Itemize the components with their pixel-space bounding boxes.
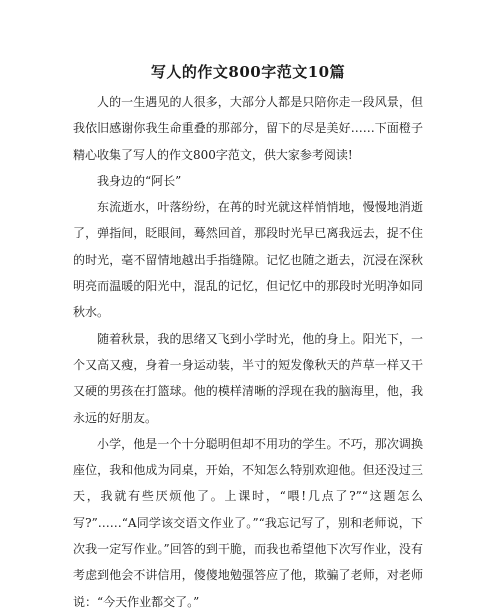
paragraph-intro: 人的一生遇见的人很多，大部分人都是只陪你走一段风景，但我依旧感谢你我生命重叠的那部分，留下的尽是美好……下面橙子精心收集了写人的作文800字范文，供大家参考阅读! bbox=[73, 95, 423, 162]
document-title: 写人的作文800字范文10篇 bbox=[150, 63, 346, 81]
paragraph-subtitle: 我身边的“阿长” bbox=[97, 173, 182, 188]
paragraph-body-1: 东流逝水，叶落纷纷，在苒的时光就这样悄悄地，慢慢地消逝了，弹指间，眨眼间，蓦然回首，那段时光早已离我远去，捉不住的时光，毫不留情地越出手指缝隙。记忆也随之逝去，沉浸在深秋明亮而温暖的阳光中，混乱的记忆，但记忆中的那段时光明净如同秋水。 bbox=[73, 200, 423, 320]
paragraph-body-3: 小学，他是一个十分聪明但却不用功的学生。不巧，那次调换座位，我和他成为同桌，开始，不知怎么特别欢迎他。但还没过三天，我就有些厌烦他了。上课时，“喂!几点了?”“这题怎么写?”……“A同学该交语文作业了。”“我忘记写了，别和老师说，下次我一定写作业。”回答的到干脆，而我也希望他下次写作业，没有考虑到他会不讲信用，傻傻地勉强答应了他，欺骗了老师，对老师说：“今天作业都交了。” bbox=[73, 436, 423, 609]
paragraph-body-2: 随着秋景，我的思绪又飞到小学时光，他的身上。阳光下，一个又高又瘦，身着一身运动装，半寸的短发像秋天的芦草一样又干又硬的男孩在打篮球。他的模样清晰的浮现在我的脑海里，他，我永远的好朋友。 bbox=[73, 331, 423, 425]
document-body bbox=[73, 89, 423, 615]
